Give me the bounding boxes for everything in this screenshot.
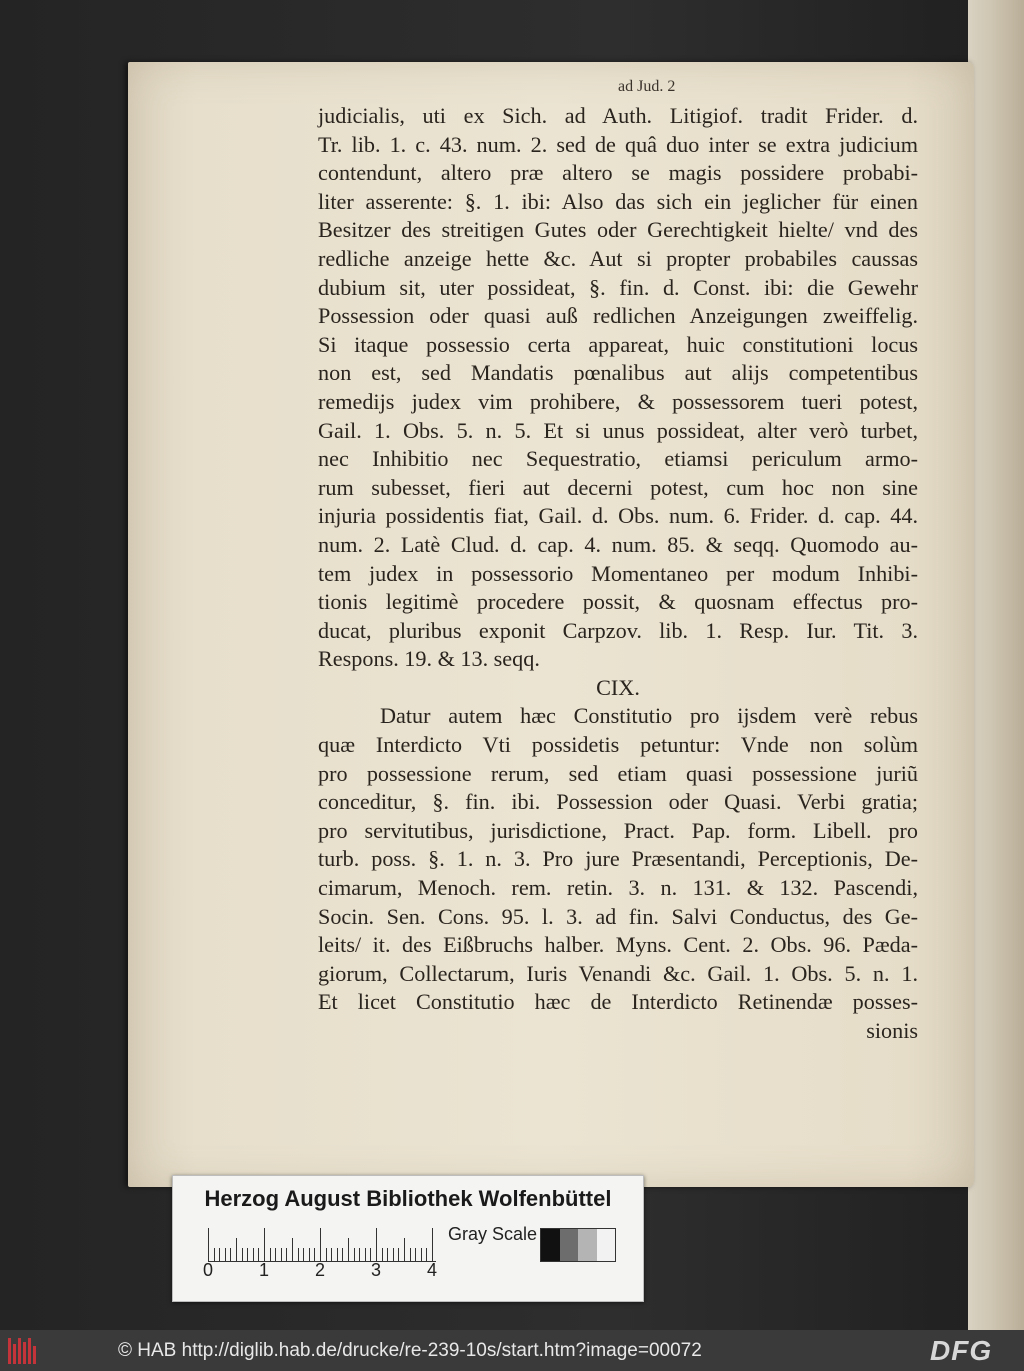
ruler-tick [225,1248,226,1262]
ruler-tick [281,1248,282,1262]
catchword-line: sionis [866,1018,918,1043]
ruler-tick [415,1248,416,1262]
gray-swatch [597,1229,616,1261]
library-name: Herzog August Bibliothek Wolfenbüttel [204,1186,612,1211]
ruler-tick [214,1248,215,1262]
gray-swatch [541,1229,560,1261]
ruler-tick [326,1248,327,1262]
ruler-number: 4 [427,1260,438,1280]
text-line: cimarum, Menoch. rem. retin. 3. n. 131. & 132. Pascendi, [318,875,918,901]
ruler-tick [309,1248,310,1262]
ruler-tick [365,1248,366,1262]
text-line: rum subesset, fieri aut decerni potest, cum hoc non sine [318,474,918,500]
measurement-ruler [208,1222,436,1262]
hab-logo-icon [8,1338,40,1364]
gray-scale-label: Gray Scale [448,1224,538,1244]
ruler-tick [410,1248,411,1262]
text-line: non est, sed Mandatis pœnalibus aut alijs competentibus [318,360,918,386]
ruler-tick [382,1248,383,1262]
text-line: Si itaque possessio certa appareat, huic constitutioni locus [318,331,918,357]
source-url[interactable]: © HAB http://diglib.hab.de/drucke/re-239-10s/start.htm?image=00072 [118,1340,702,1361]
ruler-tick [208,1228,209,1262]
ruler-tick [264,1228,265,1262]
ruler-tick [421,1248,422,1262]
page-text [318,102,918,1046]
ruler-tick [286,1248,287,1262]
ruler-tick [236,1238,237,1262]
text-line: ducat, pluribus exponit Carpzov. lib. 1. Resp. Iur. Tit. 3. [318,617,918,643]
text-line: giorum, Collectarum, Iuris Venandi &c. Gail. 1. Obs. 5. n. 1. [318,960,918,986]
ruler-tick [337,1248,338,1262]
ruler-tick [253,1248,254,1262]
ruler-tick [298,1248,299,1262]
text-line: Possession oder quasi auß redlichen Anzeigungen zweiffelig. [318,303,918,329]
ruler-tick [275,1248,276,1262]
ruler-tick [354,1248,355,1262]
ruler-number: 2 [315,1260,326,1280]
ruler-tick [242,1248,243,1262]
text-line: num. 2. Latè Clud. d. cap. 4. num. 85. & seqq. Quomodo au- [318,531,918,557]
gray-swatch [560,1229,579,1261]
ruler-number: 0 [203,1260,214,1280]
ruler-tick [320,1228,321,1262]
gray-scale-swatches [540,1228,616,1262]
section-heading: CIX. [596,674,640,700]
ruler-tick [348,1238,349,1262]
text-line: quæ Interdicto Vti possidetis petuntur: Vnde non solùm [318,732,918,758]
ruler-number: 3 [371,1260,382,1280]
ruler-tick [387,1248,388,1262]
catchword: ad Jud. 2 [618,78,676,95]
ruler-tick [376,1228,377,1262]
text-line: redliche anzeige hette &c. Aut si propter probabiles caussas [318,245,918,271]
ruler-tick [247,1248,248,1262]
text-line: Besitzer des streitigen Gutes oder Gerechtigkeit hielte/ vnd des [318,217,918,243]
text-line: Datur autem hæc Constitutio pro ijsdem verè rebus [380,703,918,729]
text-line: pro possessione rerum, sed etiam quasi possessione juriũ [318,760,918,786]
text-line: turb. poss. §. 1. n. 3. Pro jure Præsentandi, Perceptionis, De- [318,846,918,872]
text-line: tionis legitimè procedere possit, & quosnam effectus pro- [318,589,918,615]
text-line: dubium sit, uter possideat, §. fin. d. Const. ibi: die Gewehr [318,274,918,300]
text-line: pro servitutibus, jurisdictione, Pract. Pap. form. Libell. pro [318,817,918,843]
text-line: Et licet Constitutio hæc de Interdicto Retinendæ posses- [318,989,918,1015]
text-line: remedijs judex vim prohibere, & possessorem tueri potest, [318,388,918,414]
text-line: contendunt, altero præ altero se magis possidere probabi- [318,160,918,186]
text-line: injuria possidentis fiat, Gail. d. Obs. num. 6. Frider. d. cap. 44. [318,503,918,529]
ruler-tick [398,1248,399,1262]
text-line: Tr. lib. 1. c. 43. num. 2. sed de quâ duo inter se extra judicium [318,131,918,157]
ruler-tick [404,1238,405,1262]
text-line: leits/ it. des Eißbruchs halber. Myns. Cent. 2. Obs. 96. Pæda- [318,932,918,958]
ruler-tick [342,1248,343,1262]
text-line: tem judex in possessorio Momentaneo per modum Inhibi- [318,560,918,586]
dfg-logo: DFG [930,1335,993,1366]
ruler-tick [359,1248,360,1262]
text-line: Socin. Sen. Cons. 95. l. 3. ad fin. Salvi Conductus, des Ge- [318,903,918,929]
text-line: Gail. 1. Obs. 5. n. 5. Et si unus possideat, alter verò turbet, [318,417,918,443]
ruler-tick [270,1248,271,1262]
ruler-tick [331,1248,332,1262]
text-line: conceditur, §. fin. ibi. Possession oder Quasi. Verbi gratia; [318,789,918,815]
text-line: liter asserente: §. 1. ibi: Also das sich ein jeglicher für einen [318,188,918,214]
ruler-number: 1 [259,1260,270,1280]
text-line: Respons. 19. & 13. seqq. [318,646,540,672]
viewer-footer [0,1330,1024,1371]
ruler-tick [393,1248,394,1262]
next-page-edge [968,0,1024,1330]
ruler-tick [292,1238,293,1262]
ruler-tick [303,1248,304,1262]
text-line: judicialis, uti ex Sich. ad Auth. Litigiof. tradit Frider. d. [318,103,918,128]
ruler-tick [230,1248,231,1262]
ruler-tick [432,1228,433,1262]
ruler-tick [219,1248,220,1262]
text-line: nec Inhibitio nec Sequestratio, etiamsi periculum armo- [318,446,918,472]
gray-swatch [578,1229,597,1261]
